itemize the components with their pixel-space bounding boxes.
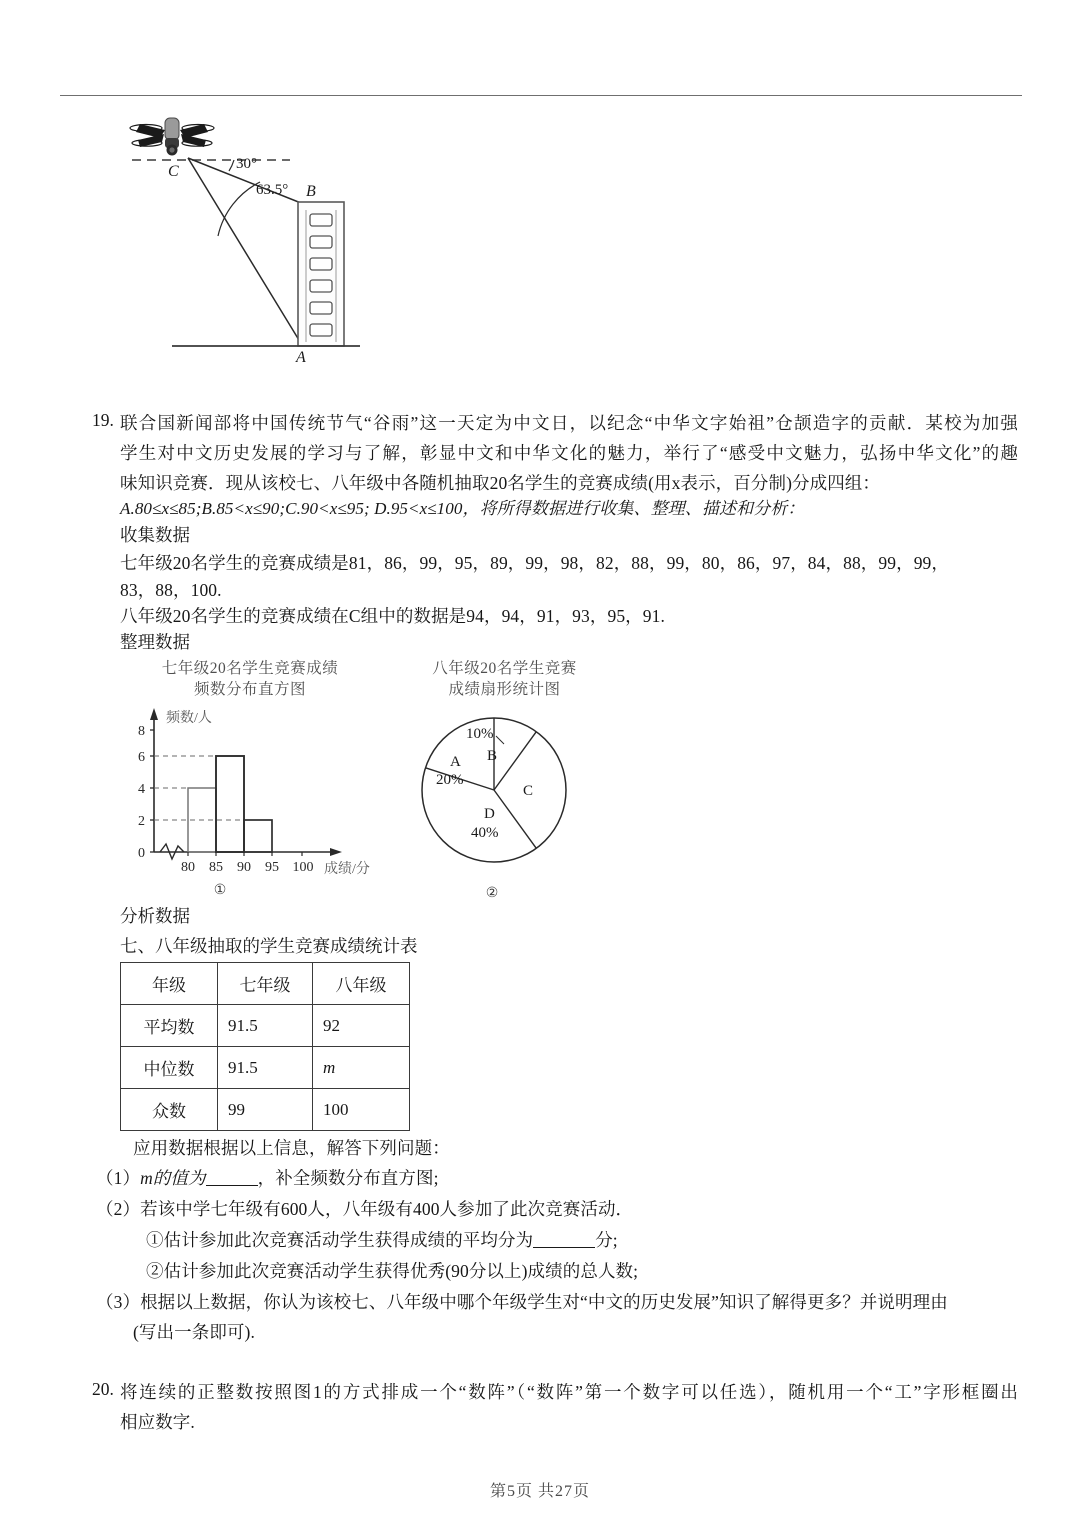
question-19-paragraph-line-1: 联合国新闻部将中国传统节气“谷雨”这一天定为中文日，以纪念“中华文字始祖”仓颉造字的贡献．某校为加强 <box>120 413 1018 433</box>
question-19-sub-2-item-1 <box>146 1225 1046 1255</box>
grade7-scores-line-2: 83，88，100. <box>120 580 222 600</box>
sub1-text-b: ，补全频数分布直方图; <box>257 1168 439 1188</box>
apply-data-line: 应用数据根据以上信息，解答下列问题： <box>133 1138 450 1158</box>
organize-data-heading: 整理数据 <box>120 632 190 652</box>
histogram-ylabel: 频数/人 <box>166 711 212 726</box>
page-footer: 第5页 共27页 <box>489 1483 590 1500</box>
histogram-caption: ① <box>213 883 227 898</box>
svg-text:A: A <box>296 349 306 365</box>
histogram-bar-90-95 <box>244 820 272 852</box>
pie-title-line-1: 八年级20名学生竞赛 <box>432 660 577 677</box>
sub2-i-text-b: 分; <box>595 1230 618 1250</box>
header-rule <box>60 95 1022 96</box>
pie-title-line-2: 成绩扇形统计图 <box>448 681 561 698</box>
table-header-grade: 年级 <box>121 963 218 1005</box>
pie-value-B: 10% <box>466 726 494 742</box>
histogram-title-line-2: 频数分布直方图 <box>193 681 306 698</box>
row-label-mode: 众数 <box>121 1089 218 1131</box>
drone-elevation-figure <box>110 100 440 365</box>
question-19-sub-1 <box>96 1163 1036 1193</box>
svg-text:30°: 30° <box>236 156 257 172</box>
question-19-sub-3-line-1 <box>96 1287 1036 1317</box>
sub1-prefix: （1） <box>96 1168 141 1188</box>
sub3-prefix: （3） <box>96 1292 141 1312</box>
histogram-title <box>120 658 380 700</box>
collect-data-heading: 收集数据 <box>120 525 190 545</box>
pie-label-D: D <box>484 806 495 822</box>
svg-text:6: 6 <box>138 750 145 765</box>
svg-text:4: 4 <box>138 782 145 797</box>
question-19-groups-line: A.80≤x≤85;B.85<x≤90;C.90<x≤95; D.95<x≤100，将所得数据进行收集、整理、描述和分析： <box>120 499 805 518</box>
stat-table-caption: 七、八年级抽取的学生竞赛成绩统计表 <box>120 936 418 956</box>
question-20-line-2: 相应数字. <box>120 1412 195 1432</box>
question-19-sub-2-item-2: ②估计参加此次竞赛活动学生获得优秀(90分以上)成绩的总人数; <box>146 1261 639 1281</box>
row-label-mean: 平均数 <box>121 1005 218 1047</box>
svg-text:63.5°: 63.5° <box>256 182 289 198</box>
question-20-number: 20. <box>92 1379 114 1399</box>
pie-value-D: 40% <box>471 825 499 841</box>
frequency-histogram-chart <box>120 658 380 899</box>
histogram-xtick-100: 100 <box>292 860 314 875</box>
sub1-text-a: m的值为 <box>140 1168 206 1188</box>
competition-score-stat-table <box>120 962 410 1131</box>
histogram-svg <box>120 700 375 875</box>
answer-blank-m[interactable] <box>206 1168 258 1186</box>
grade8-group-c-scores-line: 八年级20名学生的竞赛成绩在C组中的数据是94，94，91，93，95，91. <box>120 606 665 626</box>
answer-blank-average[interactable] <box>533 1230 595 1248</box>
pie-caption: ② <box>485 886 499 901</box>
question-19-sub-3-line-2: (写出一条即可). <box>133 1322 255 1342</box>
pie-title <box>392 658 617 700</box>
table-row <box>121 1089 410 1131</box>
histogram-xlabel: 成绩/分 <box>324 862 370 875</box>
svg-text:8: 8 <box>138 724 145 739</box>
table-header-grade7: 七年级 <box>218 963 313 1005</box>
sub2-prefix: （2） <box>96 1199 141 1219</box>
cell-mode-grade8: 100 <box>313 1089 410 1131</box>
pie-value-A: 20% <box>436 772 464 788</box>
pie-svg <box>392 700 607 878</box>
drone-icon <box>130 118 214 156</box>
question-19-paragraph-line-3: 味知识竞赛．现从该校七、八年级中各随机抽取20名学生的竞赛成绩(用x表示，百分制)分成四组： <box>120 473 881 493</box>
question-19-paragraph-line-2: 学生对中文历史发展的学习与了解，彰显中文和中华文化的魅力，举行了“感受中文魅力，弘扬中华文化”的趣 <box>120 443 1018 463</box>
question-20-line-1: 将连续的正整数按照图1的方式排成一个“数阵”（“数阵”第一个数字可以任选），随机用一个“工”字形框圈出 <box>120 1382 1018 1402</box>
analyze-data-heading: 分析数据 <box>120 906 190 926</box>
cell-median-grade7: 91.5 <box>218 1047 313 1089</box>
sub3-text: 根据以上数据，你认为该校七、八年级中哪个年级学生对“中文的历史发展”知识了解得更多？并说明理由 <box>140 1292 948 1312</box>
question-19-number: 19. <box>92 410 114 430</box>
row-label-median: 中位数 <box>121 1047 218 1089</box>
histogram-xtick-95: 95 <box>265 860 279 875</box>
pie-label-C: C <box>523 783 534 799</box>
pie-label-B: B <box>487 748 498 764</box>
cell-median-grade8: m <box>313 1047 410 1089</box>
histogram-xtick-85: 85 <box>209 860 223 875</box>
histogram-xtick-90: 90 <box>237 860 251 875</box>
histogram-title-line-1: 七年级20名学生竞赛成绩 <box>161 660 339 677</box>
pie-label-A: A <box>450 754 461 770</box>
histogram-bar-85-90 <box>216 756 244 852</box>
histogram-xtick-80: 80 <box>181 860 195 875</box>
cell-mean-grade7: 91.5 <box>218 1005 313 1047</box>
table-row <box>121 1047 410 1089</box>
svg-text:B: B <box>306 183 316 200</box>
grade7-scores-line-1: 七年级20名学生的竞赛成绩是81，86，99，95，89，99，98，82，88，99，80，86，97，84，88，99，99， <box>120 553 949 573</box>
table-header-grade8: 八年级 <box>313 963 410 1005</box>
svg-text:0: 0 <box>138 846 145 861</box>
table-row <box>121 1005 410 1047</box>
cell-mean-grade8: 92 <box>313 1005 410 1047</box>
cell-mode-grade7: 99 <box>218 1089 313 1131</box>
svg-text:C: C <box>168 163 179 180</box>
sub2-text: 若该中学七年级有600人，八年级有400人参加了此次竞赛活动． <box>140 1199 634 1219</box>
question-19-sub-2 <box>96 1194 1036 1224</box>
sector-pie-chart <box>392 658 617 902</box>
svg-text:2: 2 <box>138 814 145 829</box>
table-row <box>121 963 410 1005</box>
sub2-i-text-a: ①估计参加此次竞赛活动学生获得成绩的平均分为 <box>146 1230 534 1250</box>
